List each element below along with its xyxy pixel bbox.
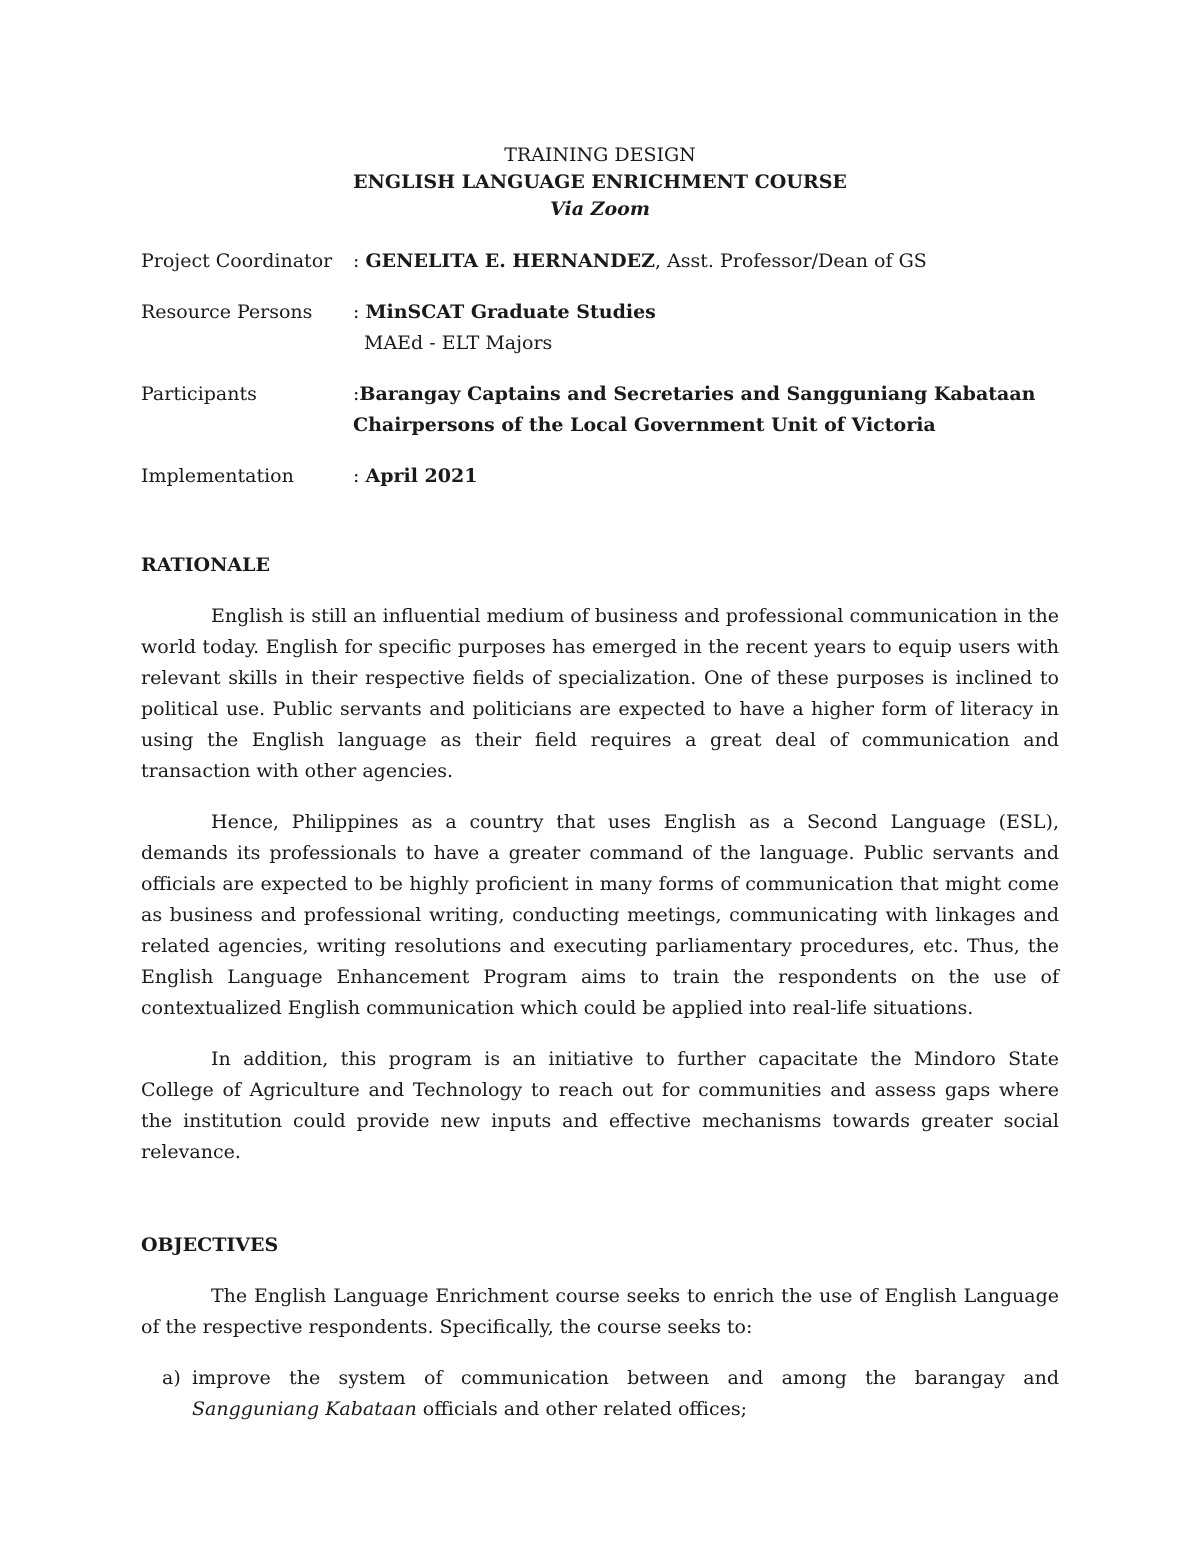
resource-separator: : <box>353 301 366 323</box>
participants-line2: Chairpersons of the Local Government Unit of Victoria <box>353 414 936 436</box>
coordinator-name: GENELITA E. HERNANDEZ <box>365 250 655 272</box>
document-title-block <box>141 142 1059 223</box>
rationale-paragraph-3: In addition, this program is an initiative to further capacitate the Mindoro State College of Agriculture and Technology to reach out for communities and assess gaps where the institution could provide new inputs and effective mechanisms towards greater social relevance. <box>141 1048 1059 1163</box>
rationale-heading: RATIONALE <box>141 554 271 576</box>
objectives-list <box>141 1363 1059 1425</box>
implementation-date: April 2021 <box>365 465 478 487</box>
delivery-mode: Via Zoom <box>550 198 650 220</box>
objectives-intro: The English Language Enrichment course seeks to enrich the use of English Language of the respective respondents. Specifically, the course seeks to: <box>141 1285 1059 1338</box>
course-title: ENGLISH LANGUAGE ENRICHMENT COURSE <box>353 171 847 193</box>
coordinator-value <box>353 246 1059 277</box>
participants-separator: : <box>353 383 360 405</box>
resource-line2: MAEd - ELT Majors <box>364 332 553 354</box>
list-item <box>141 1363 1059 1425</box>
participants-label: Participants <box>141 383 257 405</box>
implementation-label: Implementation <box>141 465 294 487</box>
rationale-paragraph-1: English is still an influential medium of business and professional communication in the world today. English for specific purposes has emerged in the recent years to equip users with relevant skills in their respective fields of specialization. One of these purposes is inclined to political use. Public servants and politicians are expected to have a higher form of literacy in using the English language as their field requires a great deal of communication and transaction with other agencies. <box>141 605 1059 782</box>
info-row-coordinator <box>141 246 1059 277</box>
document-page <box>141 142 1059 1425</box>
participants-value <box>353 379 1059 441</box>
coordinator-role: , Asst. Professor/Dean of GS <box>654 250 927 272</box>
objectives-heading: OBJECTIVES <box>141 1234 279 1256</box>
rationale-paragraph-2: Hence, Philippines as a country that uses English as a Second Language (ESL), demands its professionals to have a greater command of the language. Public servants and officials are expected to be highly proficient in many forms of communication that might come as business and professional writing, conducting meetings, communicating with linkages and related agencies, writing resolutions and executing parliamentary procedures, etc. Thus, the English Language Enhancement Program aims to train the respondents on the use of contextualized English communication which could be applied into real-life situations. <box>141 811 1059 1019</box>
list-item-rest: officials and other related offices; <box>416 1398 748 1420</box>
resource-line1: MinSCAT Graduate Studies <box>365 301 656 323</box>
resource-value <box>353 297 1059 359</box>
list-marker: a) <box>162 1367 181 1389</box>
info-row-implementation <box>141 461 1059 492</box>
participants-line1: Barangay Captains and Secretaries and Sangguniang Kabataan <box>359 383 1036 405</box>
list-item-italic: Sangguniang Kabataan <box>192 1398 417 1420</box>
coordinator-separator: : <box>353 250 366 272</box>
coordinator-label: Project Coordinator <box>141 250 333 272</box>
implementation-value <box>353 461 1059 492</box>
list-item-text <box>192 1363 1059 1425</box>
implementation-separator: : <box>353 465 366 487</box>
document-type-title: TRAINING DESIGN <box>504 144 696 166</box>
info-row-participants <box>141 379 1059 441</box>
resource-label: Resource Persons <box>141 301 313 323</box>
list-item-line1: improve the system of communication between and among the barangay and <box>192 1367 1059 1389</box>
info-row-resource-persons <box>141 297 1059 359</box>
